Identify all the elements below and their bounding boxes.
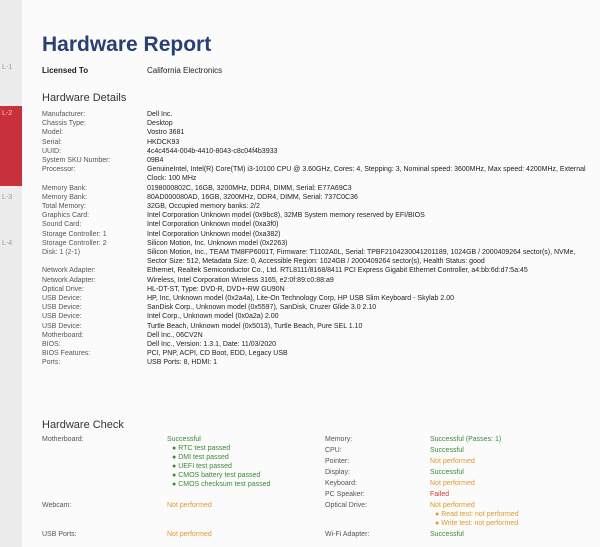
detail-label: Network Adapter:: [42, 267, 96, 275]
licensed-to-label: Licensed To: [42, 66, 89, 75]
check-optical-drive-status: Not performed: [430, 502, 475, 509]
detail-value: 32GB, Occupied memory banks: 2/2: [147, 203, 260, 211]
detail-row: [42, 303, 592, 312]
detail-label: Memory Bank:: [42, 184, 88, 192]
check-pointer-label: Pointer:: [325, 458, 350, 465]
detail-row: [42, 331, 592, 340]
detail-value: HL-DT-ST, Type: DVD-R, DVD+-RW GU90N: [147, 285, 285, 293]
detail-row: [42, 193, 592, 202]
detail-row: [42, 349, 592, 358]
detail-row: [42, 220, 592, 229]
detail-row: [42, 156, 592, 165]
detail-row: [42, 138, 592, 147]
detail-label: Motherboard:: [42, 331, 84, 339]
detail-row: [42, 312, 592, 321]
detail-label: BIOS Features:: [42, 350, 91, 358]
check-usb-ports-label: USB Ports:: [42, 531, 77, 538]
check-motherboard-label: Motherboard:: [42, 436, 84, 443]
detail-label: Optical Drive:: [42, 285, 85, 293]
check-memory-label: Memory:: [325, 436, 353, 443]
motherboard-test-item: ● UEFI test passed: [172, 463, 232, 470]
check-optical-drive-label: Optical Drive:: [325, 502, 368, 509]
motherboard-test-item: ● CMOS battery test passed: [172, 472, 261, 479]
detail-label: Processor:: [42, 166, 76, 174]
detail-value: Intel Corp., Unknown model (0x0a2a) 2.00: [147, 313, 279, 321]
detail-row: [42, 165, 592, 183]
motherboard-test-item: ● RTC test passed: [172, 445, 231, 452]
detail-label: USB Device:: [42, 295, 82, 303]
detail-label: System SKU Number:: [42, 157, 111, 165]
detail-label: USB Device:: [42, 313, 82, 321]
hardware-check-grid: [42, 436, 592, 546]
detail-label: Memory Bank:: [42, 193, 88, 201]
check-cpu-status: Successful: [430, 447, 464, 454]
detail-label: Storage Controller: 2: [42, 239, 107, 247]
detail-label: Storage Controller: 1: [42, 230, 107, 238]
optical-test-item: ● Write test: not performed: [435, 520, 519, 527]
detail-label: Serial:: [42, 138, 62, 146]
detail-value: SanDisk Corp., Unknown model (0x5597), SanDisk, Cruzer Glide 3.0 2.10: [147, 304, 377, 312]
check-motherboard-status: Successful: [167, 436, 201, 443]
detail-value: Intel Corporation Unknown model (0x9bc8), 32MB System memory reserved by EFI/BIOS: [147, 212, 425, 220]
licensed-to-value: California Electronics: [147, 66, 223, 75]
detail-value: Silicon Motion, Inc., TEAM TM8FP6001T, Firmware: T1102A0L, Serial: TPBF2104230041201189, 1024GB / 2000409264 sector(s), NVMe, Sector Size: 512, Metadata Size: 0, Accessible Region: 1024GB / 2000409264 sector(s), Health Status: good: [147, 249, 576, 266]
check-webcam-label: Webcam:: [42, 502, 72, 509]
detail-value: Dell Inc., 06CV2N: [147, 331, 203, 339]
detail-row: [42, 266, 592, 275]
motherboard-test-item: ● CMOS checksum test passed: [172, 481, 271, 488]
detail-label: Graphics Card:: [42, 212, 90, 220]
detail-row: [42, 128, 592, 137]
detail-row: [42, 110, 592, 119]
detail-row: [42, 358, 592, 367]
check-pc-speaker-label: PC Speaker:: [325, 491, 365, 498]
detail-row: [42, 202, 592, 211]
check-wifi-label: Wi-Fi Adapter:: [325, 531, 370, 538]
hardware-check-title: Hardware Check: [42, 419, 124, 431]
hardware-details-title: Hardware Details: [42, 92, 127, 104]
check-pc-speaker-status: Failed: [430, 491, 450, 498]
detail-row: [42, 239, 592, 248]
detail-value: HP, Inc, Unknown model (0x2a4a), Lite-On Technology Corp, HP USB Slim Keyboard - Skylab 2.00: [147, 295, 454, 303]
check-webcam-status: Not performed: [167, 502, 212, 509]
detail-value: Wireless, Intel Corporation Wireless 3165, e2:0f:89:c0:88:a9: [147, 276, 334, 284]
detail-row: [42, 294, 592, 303]
optical-test-item: ● Read test: not performed: [435, 511, 519, 518]
detail-row: [42, 340, 592, 349]
detail-row: [42, 276, 592, 285]
check-cpu-label: CPU:: [325, 447, 342, 454]
motherboard-test-item: ● DMI test passed: [172, 454, 229, 461]
detail-value: Ethernet, Realtek Semiconductor Co., Ltd. RTL8111/8168/8411 PCI Express Gigabit Ethernet Controller, a4:bb:6d:d7:5a:45: [147, 267, 528, 275]
check-display-status: Successful: [430, 469, 464, 476]
report-page: [22, 0, 600, 547]
detail-row: [42, 119, 592, 128]
side-tab-2-active[interactable]: L-2: [0, 106, 22, 186]
check-wifi-status: Successful: [430, 531, 464, 538]
page-title: Hardware Report: [42, 33, 212, 56]
detail-label: UUID:: [42, 147, 62, 155]
detail-label: Chassis Type:: [42, 120, 86, 128]
detail-value: Intel Corporation Unknown model (0xa3f0): [147, 221, 279, 229]
detail-label: Sound Card:: [42, 221, 82, 229]
detail-row: [42, 147, 592, 156]
detail-value: Intel Corporation Unknown model (0xa382): [147, 230, 281, 238]
side-tab-4[interactable]: L-4: [2, 240, 13, 247]
detail-value: HKDCK93: [147, 138, 180, 146]
detail-value: Dell Inc.: [147, 111, 173, 118]
detail-value: Turtle Beach, Unknown model (0x5013), Turtle Beach, Pure SEL 1.10: [147, 322, 363, 330]
side-tab-strip: [0, 0, 22, 547]
detail-label: Total Memory:: [42, 203, 86, 211]
detail-value: Dell Inc., Version: 1.3.1, Date: 11/03/2020: [147, 341, 277, 349]
side-tab-1[interactable]: L-1: [2, 64, 13, 71]
detail-label: USB Device:: [42, 304, 82, 312]
check-pointer-status: Not performed: [430, 458, 475, 465]
detail-value: Vostro 3681: [147, 129, 185, 137]
detail-label: USB Device:: [42, 322, 82, 330]
check-memory-status: Successful (Passes: 1): [430, 436, 502, 443]
detail-label: Manufacturer:: [42, 111, 86, 118]
detail-label: Disk: 1 (2-1): [42, 249, 81, 257]
detail-label: BIOS:: [42, 341, 61, 349]
detail-row: [42, 285, 592, 294]
detail-row: [42, 184, 592, 193]
detail-row: [42, 211, 592, 220]
check-keyboard-label: Keyboard:: [325, 480, 357, 487]
detail-label: Model:: [42, 129, 64, 137]
detail-value: Silicon Motion, Inc. Unknown model (0x2263): [147, 239, 288, 247]
detail-row: [42, 248, 592, 266]
side-tab-3[interactable]: L-3: [2, 194, 13, 201]
detail-value: 4c4c4544-004b-4410-8043-c8c04f4b3933: [147, 147, 278, 155]
detail-label: Ports:: [42, 359, 61, 367]
check-usb-ports-status: Not performed: [167, 531, 212, 538]
detail-value: 80AD000080AD, 16GB, 3200MHz, DDR4, DIMM, Serial: 737C0C36: [147, 193, 358, 201]
detail-value: 09B4: [147, 157, 164, 165]
detail-row: [42, 322, 592, 331]
detail-value: USB Ports: 8, HDMI: 1: [147, 359, 218, 367]
detail-row: [42, 230, 592, 239]
detail-value: GenuineIntel, Intel(R) Core(TM) i3-10100 CPU @ 3.60GHz, Cores: 4, Stepping: 3, Nominal speed: 3600MHz, Max speed: 4200MHz, External Clock: 100 MHz: [147, 166, 586, 183]
check-keyboard-status: Not performed: [430, 480, 475, 487]
check-display-label: Display:: [325, 469, 350, 476]
hardware-details-list: [42, 110, 592, 368]
detail-value: Desktop: [147, 120, 173, 128]
detail-value: PCI, PNP, ACPI, CD Boot, EDD, Legacy USB: [147, 350, 288, 358]
detail-label: Network Adapter:: [42, 276, 96, 284]
detail-value: 0198000802C, 16GB, 3200MHz, DDR4, DIMM, Serial: E77A69C3: [147, 184, 352, 192]
